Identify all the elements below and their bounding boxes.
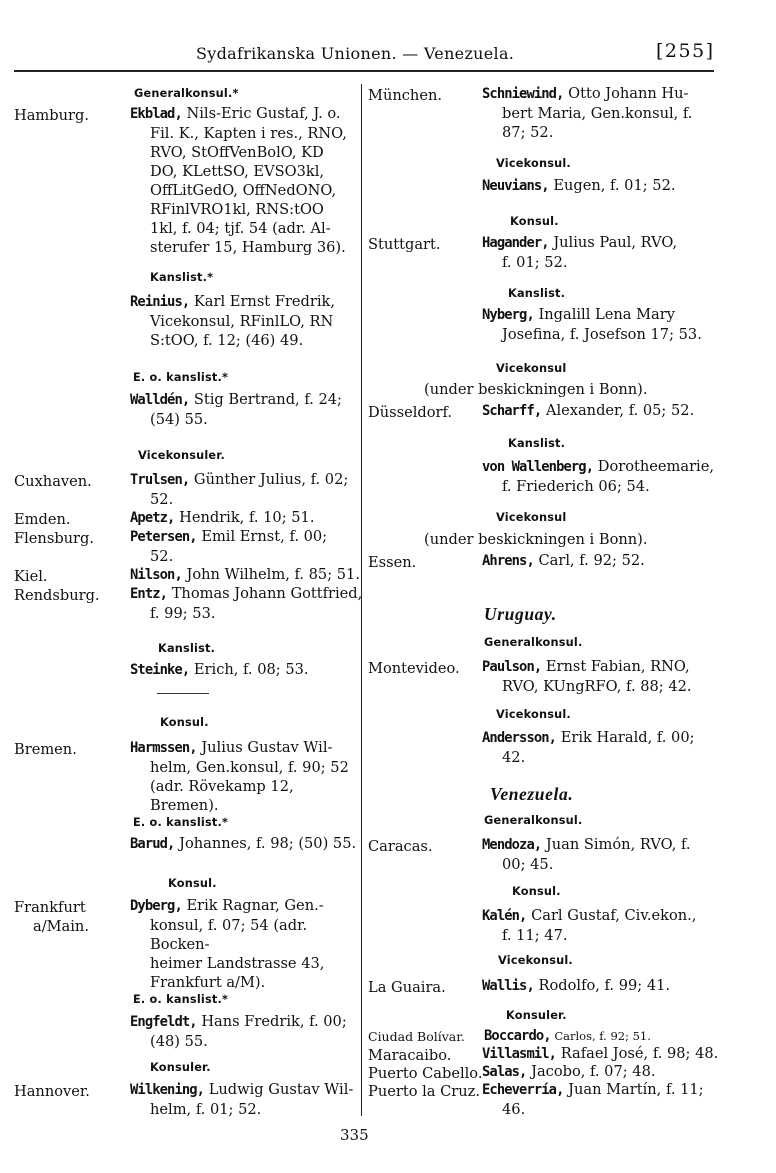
location-maracaibo: Maracaibo. (368, 1047, 452, 1064)
entry-text: John Wilhelm, f. 85; 51. (186, 566, 360, 583)
entry-line (482, 906, 710, 926)
entry-text: Emil Ernst, f. 00; (201, 528, 328, 545)
heading-vicekonsul: Vicekonsul. (496, 157, 571, 170)
entry-text: Karl Ernst Fredrik, (193, 293, 336, 310)
entry-line (482, 657, 710, 677)
person-name: Echeverría, (482, 1082, 564, 1098)
entry-continuation: RFinlVRO1kl, RNS:tOO (150, 201, 324, 218)
entry-text: Ernst Fabian, RNO, (545, 658, 690, 675)
entry-nilson (130, 565, 358, 585)
entry-continuation: 00; 45. (502, 856, 554, 873)
entry-continuation: RVO, KUngRFO, f. 88; 42. (502, 678, 692, 695)
entry-continuation: 42. (502, 749, 526, 766)
location-bremen: Bremen. (14, 741, 77, 758)
entry-apetz (130, 508, 358, 528)
location-munchen: München. (368, 87, 442, 104)
location-essen: Essen. (368, 554, 417, 571)
entry-nyberg (482, 305, 710, 344)
location-puerto-la-cruz: Puerto la Cruz. (368, 1083, 480, 1100)
note-under-bonn: (under beskickningen i Bonn). (424, 381, 648, 398)
location-frankfurt-main: a/Main. (33, 918, 89, 935)
entry-line (482, 835, 710, 855)
entry-continuation: heimer Landstrasse 43, (150, 955, 325, 972)
location-dusseldorf: Düsseldorf. (368, 404, 453, 421)
person-name: Salas, (482, 1064, 527, 1080)
header-rule (14, 70, 714, 72)
entry-line (130, 565, 358, 585)
entry-line (130, 104, 358, 124)
entry-neuvians (482, 176, 710, 196)
entry-text: Hans Fredrik, f. 00; (201, 1013, 347, 1030)
person-name: Apetz, (130, 510, 175, 526)
location-frankfurt: Frankfurt (14, 899, 86, 916)
heading-vicekonsul: Vicekonsul (496, 511, 567, 524)
person-name: von Wallenberg, (482, 459, 594, 475)
entry-line (482, 976, 710, 996)
location-hamburg: Hamburg. (14, 107, 89, 124)
location-ciudad-bolivar: Ciudad Bolívar. (368, 1029, 465, 1044)
entry-line (482, 305, 710, 325)
entry-text: Juan Martín, f. 11; (568, 1081, 704, 1098)
person-name: Nyberg, (482, 307, 534, 323)
entry-line (130, 660, 358, 680)
entry-continuation: Vicekonsul, RFinlLO, RN (150, 313, 334, 330)
person-name: Ekblad, (130, 106, 182, 122)
entry-text: Carl Gustaf, Civ.ekon., (531, 907, 697, 924)
heading-generalkonsul: Generalkonsul.* (134, 87, 239, 100)
person-name: Villasmil, (482, 1046, 557, 1062)
entry-von-wallenberg (482, 457, 714, 496)
location-flensburg: Flensburg. (14, 530, 95, 547)
person-name: Petersen, (130, 529, 197, 545)
entry-text: Carl, f. 92; 52. (538, 552, 645, 569)
entry-continuation: f. Friederich 06; 54. (502, 478, 650, 495)
entry-continuation: Josefina, f. Josefson 17; 53. (502, 326, 702, 343)
entry-continuation: konsul, f. 07; 54 (adr. Bocken- (150, 917, 308, 953)
footer-page-number: 335 (340, 1126, 369, 1144)
entry-text: Eugen, f. 01; 52. (553, 177, 676, 194)
heading-vicekonsul: Vicekonsul (496, 362, 567, 375)
person-name: Mendoza, (482, 837, 542, 853)
entry-text: Stig Bertrand, f. 24; (193, 391, 342, 408)
running-header: Sydafrikanska Unionen. — Venezuela. (196, 44, 515, 63)
entry-line (130, 584, 363, 604)
entry-entz (130, 584, 363, 623)
entry-text: Julius Paul, RVO, (553, 234, 678, 251)
heading-konsuler: Konsuler. (506, 1009, 567, 1022)
person-name: Nilson, (130, 567, 182, 583)
entry-text: Rodolfo, f. 99; 41. (538, 977, 671, 994)
person-name: Ahrens, (482, 553, 534, 569)
person-name: Engfeldt, (130, 1014, 197, 1030)
entry-line (482, 1062, 710, 1082)
entry-continuation: RVO, StOffVenBolO, KD (150, 144, 324, 161)
location-caracas: Caracas. (368, 838, 433, 855)
person-name: Kalén, (482, 908, 527, 924)
heading-kanslist: Kanslist.* (150, 271, 214, 284)
location-la-guaira: La Guaira. (368, 979, 446, 996)
entry-line (130, 527, 358, 547)
entry-wilkening (130, 1080, 358, 1119)
heading-eo-kanslist: E. o. kanslist.* (133, 371, 229, 384)
location-kiel: Kiel. (14, 568, 48, 585)
person-name: Trulsen, (130, 472, 190, 488)
person-name: Scharff, (482, 403, 542, 419)
entry-continuation: S:tOO, f. 12; (46) 49. (150, 332, 304, 349)
person-name: Reinius, (130, 294, 190, 310)
entry-andersson (482, 728, 710, 767)
entry-line (130, 390, 358, 410)
entry-schniewind (482, 84, 710, 142)
entry-line (482, 1080, 710, 1100)
location-rendsburg: Rendsburg. (14, 587, 100, 604)
entry-line (130, 896, 358, 916)
entry-villasmil (482, 1044, 719, 1064)
entry-text: Erik Ragnar, Gen.- (186, 897, 324, 914)
heading-vicekonsuler: Vicekonsuler. (138, 449, 225, 462)
heading-konsul: Konsul. (168, 877, 217, 890)
entry-line (482, 1044, 719, 1064)
entry-barud (130, 834, 358, 854)
heading-eo-kanslist: E. o. kanslist.* (133, 816, 229, 829)
entry-text: Nils-Eric Gustaf, J. o. (186, 105, 341, 122)
entry-text: Erich, f. 08; 53. (193, 661, 309, 678)
entry-line (482, 728, 710, 748)
entry-continuation: f. 11; 47. (502, 927, 568, 944)
person-name: Steinke, (130, 662, 190, 678)
location-hannover: Hannover. (14, 1083, 90, 1100)
entry-line (482, 176, 710, 196)
entry-line (130, 508, 358, 528)
country-venezuela: Venezuela. (490, 784, 574, 804)
page-number: [255] (656, 40, 715, 62)
entry-text: Erik Harald, f. 00; (560, 729, 695, 746)
entry-hagander (482, 233, 710, 272)
location-emden: Emden. (14, 511, 71, 528)
entry-reinius (130, 292, 358, 350)
entry-text: Ludwig Gustav Wil- (208, 1081, 354, 1098)
entry-harmssen (130, 738, 358, 815)
note-under-bonn: (under beskickningen i Bonn). (424, 531, 648, 548)
person-name: Harmssen, (130, 740, 197, 756)
entry-continuation: bert Maria, Gen.konsul, f. (502, 105, 693, 122)
entry-wallis (482, 976, 710, 996)
entry-continuation: sterufer 15, Hamburg 36). (150, 239, 346, 256)
location-stuttgart: Stuttgart. (368, 236, 441, 253)
entry-line (130, 834, 358, 854)
heading-vicekonsul: Vicekonsul. (496, 708, 571, 721)
entry-salas (482, 1062, 710, 1082)
entry-mendoza (482, 835, 710, 874)
heading-konsul: Konsul. (160, 716, 209, 729)
heading-kanslist: Kanslist. (508, 287, 566, 300)
person-name: Boccardo, (484, 1028, 551, 1044)
entry-petersen (130, 527, 358, 566)
entry-text: Thomas Johann Gottfried, (171, 585, 363, 602)
person-name: Entz, (130, 586, 168, 602)
heading-generalkonsul: Generalkonsul. (484, 814, 583, 827)
entry-text: Juan Simón, RVO, f. (545, 836, 691, 853)
person-name: Wallis, (482, 978, 534, 994)
entry-line (130, 738, 358, 758)
entry-steinke (130, 660, 358, 680)
heading-generalkonsul: Generalkonsul. (484, 636, 583, 649)
heading-vicekonsul: Vicekonsul. (498, 954, 573, 967)
person-name: Andersson, (482, 730, 557, 746)
entry-text: Otto Johann Hu- (568, 85, 689, 102)
entry-kalen (482, 906, 710, 945)
person-name: Barud, (130, 836, 175, 852)
entry-line (130, 1080, 358, 1100)
entry-continuation: DO, KLettSO, EVSO3kl, (150, 163, 325, 180)
entry-continuation: OffLitGedO, OffNedONO, (150, 182, 337, 199)
entry-text: Ingalill Lena Mary (538, 306, 675, 323)
entry-line (130, 292, 358, 312)
person-name: Hagander, (482, 235, 549, 251)
entry-ahrens (482, 551, 710, 571)
entry-ekblad (130, 104, 358, 257)
entry-continuation: f. 01; 52. (502, 254, 568, 271)
entry-continuation: 52. (150, 548, 174, 565)
entry-text: Johannes, f. 98; (50) 55. (179, 835, 357, 852)
entry-continuation: 46. (502, 1101, 526, 1118)
heading-konsul: Konsul. (510, 215, 559, 228)
entry-line (482, 401, 710, 421)
location-puerto-cabello: Puerto Cabello. (368, 1065, 483, 1082)
person-name: Dyberg, (130, 898, 182, 914)
entry-text: Rafael José, f. 98; 48. (560, 1045, 719, 1062)
entry-text: Jacobo, f. 07; 48. (531, 1063, 656, 1080)
entry-continuation: Fil. K., Kapten i res., RNO, (150, 125, 347, 142)
entry-wallden (130, 390, 358, 429)
entry-continuation: 52. (150, 491, 174, 508)
entry-continuation: (48) 55. (150, 1033, 208, 1050)
entry-continuation: 87; 52. (502, 124, 554, 141)
person-name: Wilkening, (130, 1082, 205, 1098)
entry-paulson (482, 657, 710, 696)
entry-text: Alexander, f. 05; 52. (545, 402, 695, 419)
entry-continuation: Frankfurt a/M). (150, 974, 266, 991)
entry-continuation: helm, Gen.konsul, f. 90; 52 (150, 759, 349, 776)
entry-text: Carlos, f. 92; 51. (554, 1029, 651, 1043)
person-name: Neuvians, (482, 178, 549, 194)
heading-kanslist: Kanslist. (158, 642, 216, 655)
entry-echeverria (482, 1080, 710, 1119)
person-name: Walldén, (130, 392, 190, 408)
entry-engfeldt (130, 1012, 358, 1051)
location-montevideo: Montevideo. (368, 660, 460, 677)
entry-text: Hendrik, f. 10; 51. (179, 509, 315, 526)
entry-continuation: 1kl, f. 04; tjf. 54 (adr. Al- (150, 220, 331, 237)
person-name: Schniewind, (482, 86, 564, 102)
location-cuxhaven: Cuxhaven. (14, 473, 92, 490)
entry-continuation: (adr. Rövekamp 12, Bremen). (150, 778, 294, 814)
entry-line (482, 84, 710, 104)
entry-continuation: f. 99; 53. (150, 605, 216, 622)
entry-dyberg (130, 896, 358, 992)
heading-eo-kanslist: E. o. kanslist.* (133, 993, 229, 1006)
entry-line (482, 551, 710, 571)
entry-line (130, 1012, 358, 1032)
entry-continuation: (54) 55. (150, 411, 208, 428)
heading-konsuler: Konsuler. (150, 1061, 211, 1074)
entry-text: Günther Julius, f. 02; (193, 471, 349, 488)
person-name: Paulson, (482, 659, 542, 675)
country-uruguay: Uruguay. (484, 604, 557, 624)
entry-text: Dorotheemarie, (597, 458, 714, 475)
heading-kanslist: Kanslist. (508, 437, 566, 450)
entry-continuation: helm, f. 01; 52. (150, 1101, 262, 1118)
entry-line (130, 470, 358, 490)
heading-konsul: Konsul. (512, 885, 561, 898)
entry-text: Julius Gustav Wil- (201, 739, 333, 756)
section-rule (157, 693, 209, 694)
entry-line (482, 233, 710, 253)
entry-scharff (482, 401, 710, 421)
entry-line (482, 457, 714, 477)
entry-trulsen (130, 470, 358, 509)
